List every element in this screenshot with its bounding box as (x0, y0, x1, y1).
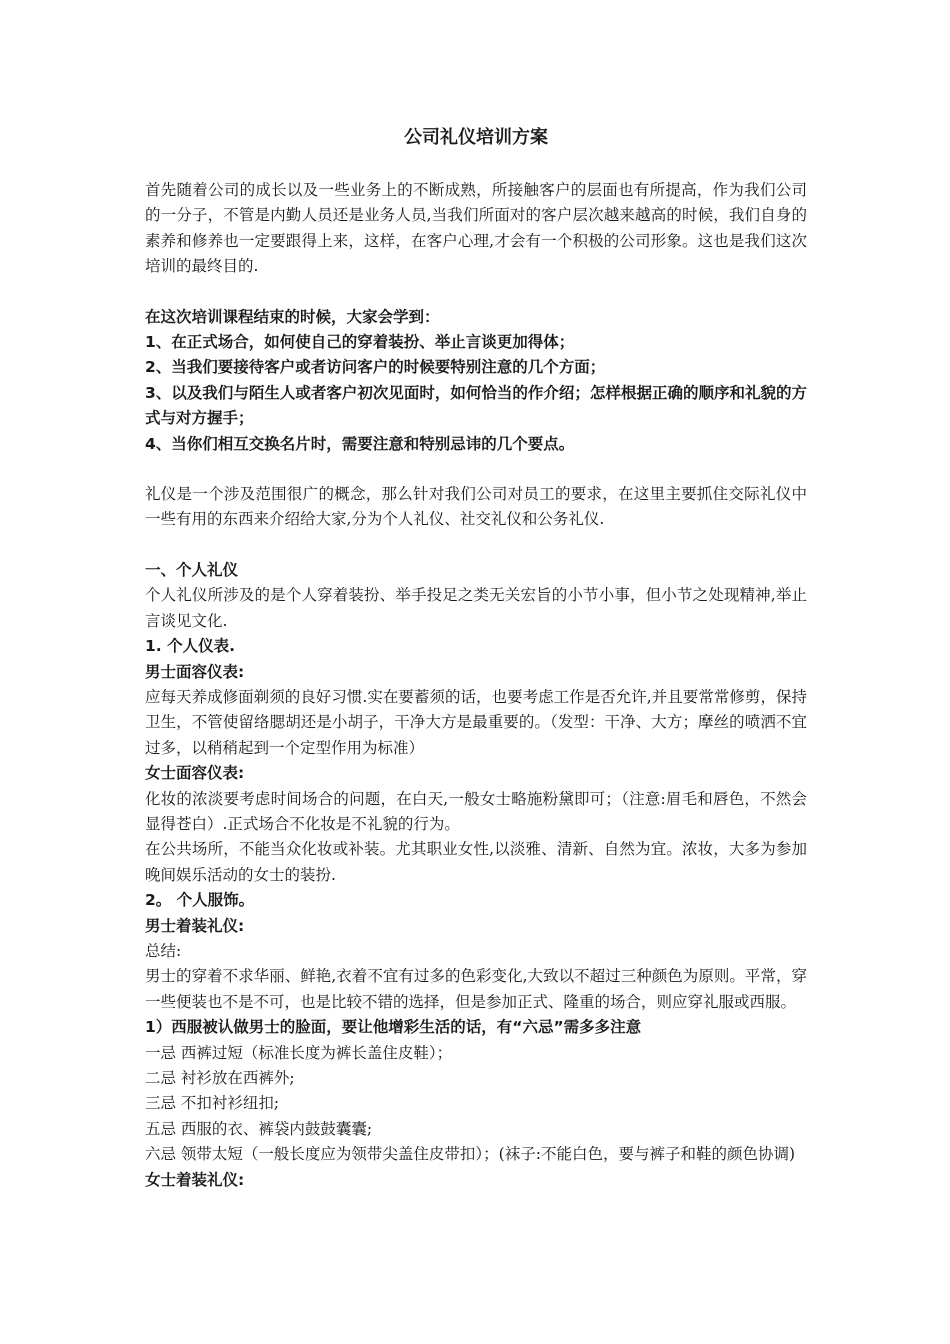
women-face-text-1: 化妆的浓淡要考虑时间场合的问题，在白天,一般女士略施粉黛即可；（注意:眉毛和唇色，不然会显得苍白）.正式场合不化妆是不礼貌的行为。 (145, 789, 807, 833)
learn-item-2: 2、当我们要接待客户或者访问客户的时候要特别注意的几个方面； (145, 358, 606, 377)
women-dress-heading: 女士着装礼仪: (145, 1170, 245, 1189)
subsection-2-heading: 2。 个人服饰。 (145, 891, 255, 910)
taboo-item-3: 三忌 不扣衬衫纽扣; (145, 1094, 280, 1113)
taboo-item-2: 二忌 衬衫放在西裤外; (145, 1069, 295, 1087)
learn-item-4: 4、当你们相互交换名片时，需要注意和特别忌讳的几个要点。 (145, 434, 575, 453)
suit-heading: 1）西服被认做男士的脸面，要让他增彩生活的话，有“六忌”需多多注意 (145, 1018, 642, 1037)
document-page (145, 120, 807, 1193)
women-face-heading: 女士面容仪表: (145, 764, 245, 783)
learn-item-1: 1、在正式场合，如何使自己的穿着装扮、举止言谈更加得体； (145, 333, 575, 352)
men-face-text: 应每天养成修面剃须的良好习惯.实在要蓄须的话，也要考虑工作是否允许,并且要常常修剪，保持卫生，不管使留络腮胡还是小胡子，干净大方是最重要的。（发型：干净、大方；摩丝的喷洒不宜过多，以稍稍起到一个定型作用为标准） (145, 687, 807, 757)
summary-label: 总结: (145, 941, 182, 960)
intro-paragraph: 首先随着公司的成长以及一些业务上的不断成熟，所接触客户的层面也有所提高，作为我们公司的一分子，不管是内勤人员还是业务人员,当我们所面对的客户层次越来越高的时候，我们自身的素养和修养也一定要跟得上来，这样，在客户心理,才会有一个积极的公司形象。这也是我们这次培训的最终目的. (145, 181, 807, 276)
men-dress-heading: 男士着装礼仪: (145, 916, 245, 935)
men-face-heading: 男士面容仪表: (145, 662, 245, 681)
learn-item-3: 3、以及我们与陌生人或者客户初次见面时，如何恰当的作介绍；怎样根据正确的顺序和礼貌的方式与对方握手； (145, 383, 807, 428)
learn-heading: 在这次培训课程结束的时候，大家会学到： (145, 307, 440, 326)
section-1-heading: 一、个人礼仪 (145, 560, 239, 579)
women-face-text-2: 在公共场所，不能当众化妆或补装。尤其职业女性,以淡雅、清新、自然为宜。浓妆，大多为参加晚间娱乐活动的女士的装扮. (145, 840, 807, 884)
taboo-item-4: 五忌 西服的衣、裤袋内鼓鼓囊囊; (145, 1119, 373, 1138)
overview-paragraph: 礼仪是一个涉及范围很广的概念，那么针对我们公司对员工的要求，在这里主要抓住交际礼仪中一些有用的东西来介绍给大家,分为个人礼仪、社交礼仪和公务礼仪. (145, 485, 807, 529)
taboo-item-5: 六忌 领带太短（一般长度应为领带尖盖住皮带扣）；(袜子:不能白色，要与裤子和鞋的颜色协调) (145, 1145, 795, 1164)
men-dress-text: 男士的穿着不求华丽、鲜艳,衣着不宜有过多的色彩变化,大致以不超过三种颜色为原则。平常，穿一些便装也不是不可，也是比较不错的选择，但是参加正式、隆重的场合，则应穿礼服或西服。 (145, 967, 807, 1011)
document-title: 公司礼仪培训方案 (404, 127, 548, 148)
taboo-item-1: 一忌 西裤过短（标准长度为裤长盖住皮鞋）； (145, 1043, 453, 1062)
subsection-1-heading: 1. 个人仪表. (145, 637, 235, 656)
section-1-intro: 个人礼仪所涉及的是个人穿着装扮、举手投足之类无关宏旨的小节小事，但小节之处现精神,举止言谈见文化. (145, 586, 807, 630)
